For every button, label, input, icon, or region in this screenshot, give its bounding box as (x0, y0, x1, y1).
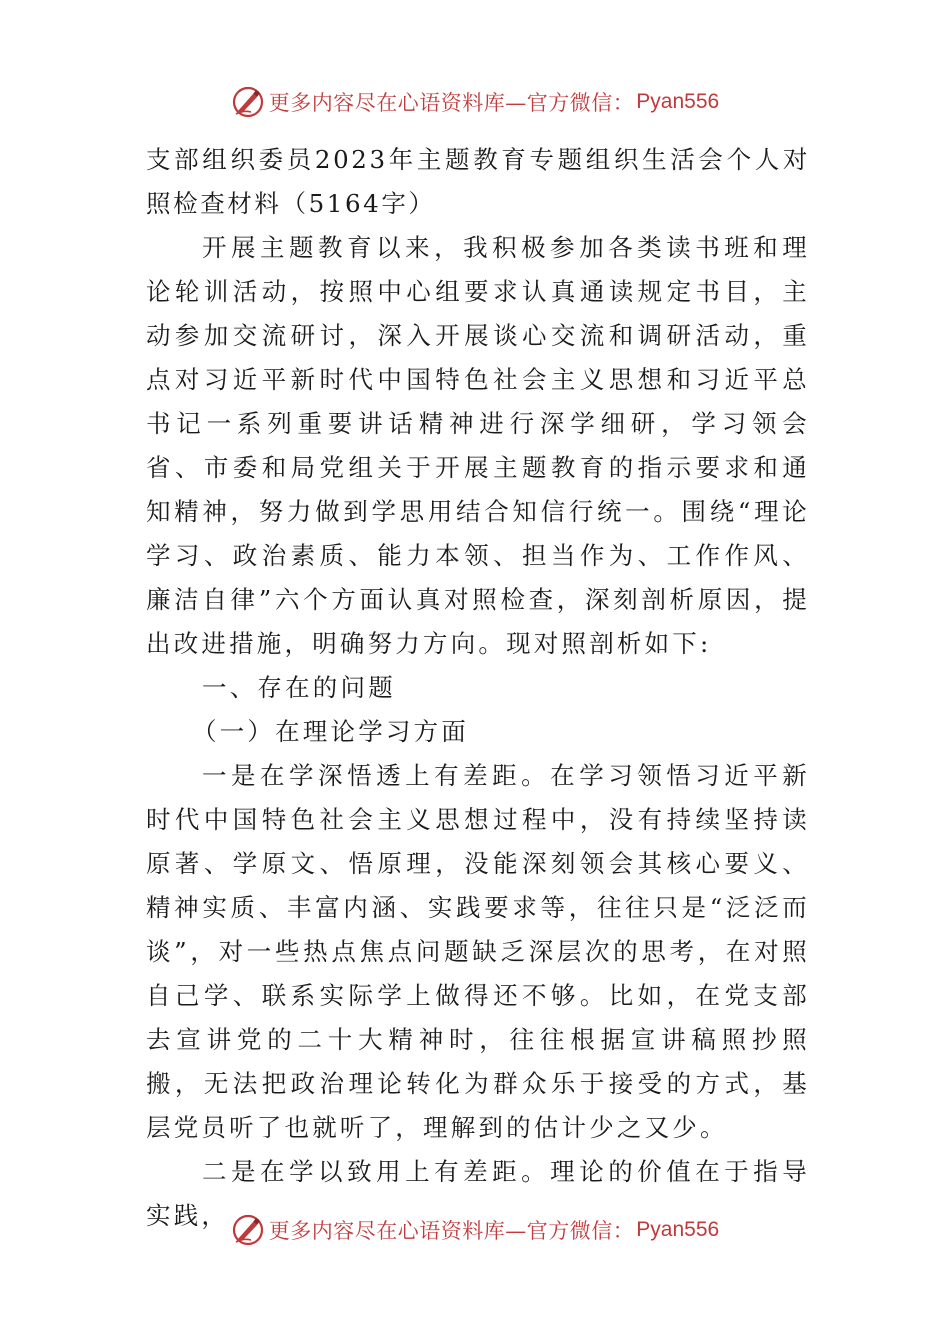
pen-logo-icon (231, 85, 265, 119)
header-banner (0, 82, 950, 122)
body-paragraph-2: 二是在学以致用上有差距。理论的价值在于指导实践， (146, 1157, 810, 1230)
subsection-heading: （一）在理论学习方面 (192, 717, 469, 746)
footer-banner (0, 1210, 950, 1250)
banner-wechat-id: Pyan556 (636, 1218, 720, 1241)
banner-text: 更多内容尽在心语资料库—官方微信： (268, 1219, 635, 1243)
intro-paragraph: 开展主题教育以来，我积极参加各类读书班和理论轮训活动，按照中心组要求认真通读规定书目，主动参加交流研讨，深入开展谈心交流和调研活动，重点对习近平新时代中国特色社会主义思想和习近平总书记一系列重要讲话精神进行深学细研，学习领会省、市委和局党组关于开展主题教育的指示要求和通知精神，努力做到学思用结合知信行统一。围绕“理论学习、政治素质、能力本领、担当作为、工作作风、廉洁自律”六个方面认真对照检查，深刻剖析原因，提出改进措施，明确努力方向。现对照剖析如下: (146, 233, 810, 658)
document-title: 支部组织委员2023年主题教育专题组织生活会个人对照检查材料（5164字） (146, 145, 810, 218)
body-paragraph-1: 一是在学深悟透上有差距。在学习领悟习近平新时代中国特色社会主义思想过程中，没有持续坚持读原著、学原文、悟原理，没能深刻领会其核心要义、精神实质、丰富内涵、实践要求等，往往只是“泛泛而谈”，对一些热点焦点问题缺乏深层次的思考，在对照自己学、联系实际学上做得还不够。比如，在党支部去宣讲党的二十大精神时，往往根据宣讲稿照抄照搬，无法把政治理论转化为群众乐于接受的方式，基层党员听了也就听了，理解到的估计少之又少。 (146, 761, 810, 1142)
section-heading: 一、存在的问题 (202, 673, 396, 702)
banner-text: 更多内容尽在心语资料库—官方微信： (268, 91, 635, 115)
banner-wechat-id: Pyan556 (636, 90, 720, 113)
pen-logo-icon (231, 1213, 265, 1247)
document-body (146, 138, 810, 1238)
